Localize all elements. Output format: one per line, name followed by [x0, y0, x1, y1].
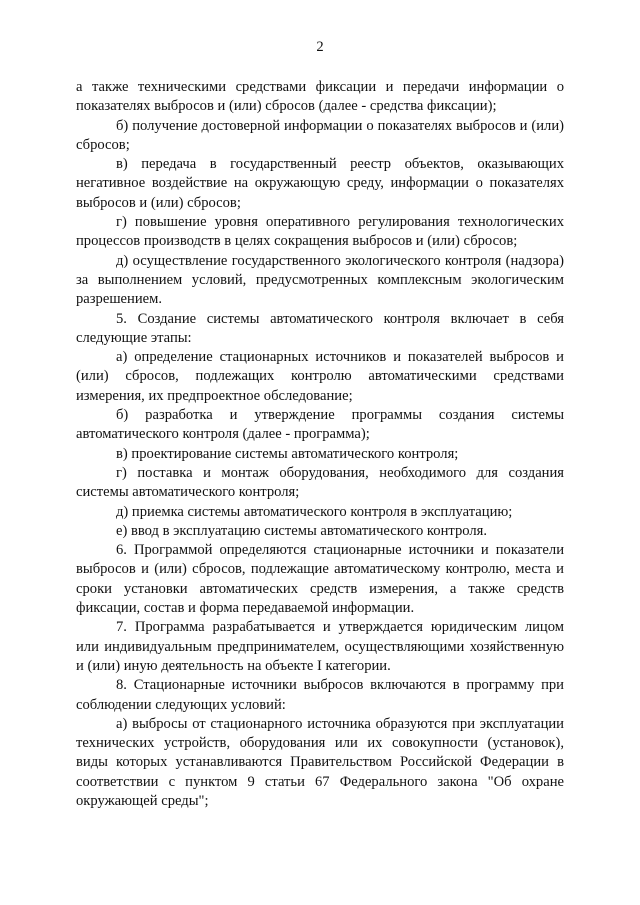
paragraph: а) выбросы от стационарного источника образуются при эксплуатации технических устройств, оборудования или их совокупности (установок), виды которых устанавливаются Правительством Российской Федерации в соответствии с пунктом 9 статьи 67 Федерального закона "Об охране окружающей среды"; [76, 715, 564, 809]
paragraph: 7. Программа разрабатывается и утверждается юридическим лицом или индивидуальным предпринимателем, осуществляющими хозяйственную и (или) иную деятельность на объекте I категории. [76, 619, 564, 674]
paragraph: д) приемка системы автоматического контроля в эксплуатацию; [116, 503, 513, 520]
paragraph: 8. Стационарные источники выбросов включаются в программу при соблюдении следующих условий: [76, 677, 564, 713]
paragraph: 5. Создание системы автоматического контроля включает в себя следующие этапы: [76, 310, 564, 346]
paragraph: в) передача в государственный реестр объектов, оказывающих негативное воздействие на окружающую среду, информации о показателях выбросов и (или) сбросов; [76, 156, 564, 211]
paragraph: б) разработка и утверждение программы создания системы автоматического контроля (далее - программа); [76, 407, 564, 443]
paragraph: а) определение стационарных источников и показателей выбросов и (или) сбросов, подлежащих контролю автоматическими средствами измерения, их предпроектное обследование; [76, 349, 564, 404]
paragraph: б) получение достоверной информации о показателях выбросов и (или) сбросов; [76, 117, 564, 153]
paragraph: д) осуществление государственного экологического контроля (надзора) за выполнением условий, предусмотренных комплексным экологическим разрешением. [76, 252, 564, 308]
paragraph: а также техническими средствами фиксации и передачи информации о показателях выбросов и (или) сбросов (далее - средства фиксации); [76, 79, 564, 115]
paragraph: г) повышение уровня оперативного регулирования технологических процессов производств в целях сокращения выбросов и (или) сбросов; [76, 214, 564, 250]
document-page [76, 38, 564, 811]
paragraph: е) ввод в эксплуатацию системы автоматического контроля. [116, 522, 487, 539]
paragraph: в) проектирование системы автоматического контроля; [116, 445, 459, 462]
paragraph: г) поставка и монтаж оборудования, необходимого для создания системы автоматического контроля; [76, 464, 564, 501]
paragraph: 6. Программой определяются стационарные источники и показатели выбросов и (или) сбросов, подлежащие автоматическому контролю, места и сроки установки автоматических средств измерения, а также средств фиксации, состав и форма передаваемой информации. [76, 542, 564, 617]
page-number: 2 [316, 39, 324, 55]
